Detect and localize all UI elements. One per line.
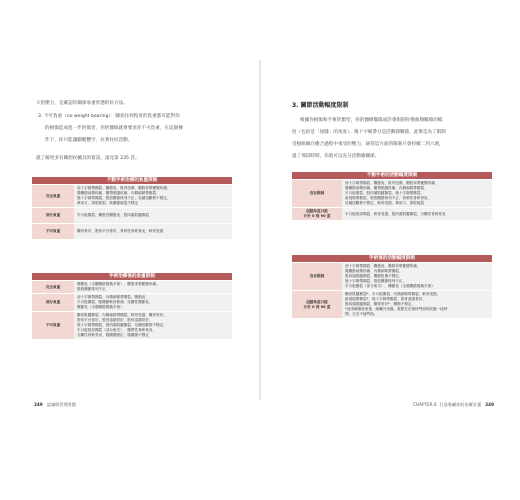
row-line: 前十字韌帶撕裂、關節炎、髖股率帶應變疼痛、 — [345, 264, 421, 268]
row-line: 股四頭肌腱撕裂、髕骨骨折*、關節不穩定、 — [345, 302, 416, 306]
row-content — [342, 263, 492, 291]
row-line: 分離性骨軟骨炎、膝關節脫位、膝關節不穩定 — [77, 333, 149, 337]
row-line: 股四頭肌腱撕裂、關節扭傷不穩定、 — [345, 274, 403, 278]
right-para-line: 度（包括是「屈膝」的角度）。後十字韌帶分是活動膝關節，此舉是為了限制 — [292, 130, 446, 135]
row-label: 沒有限制 — [292, 180, 342, 208]
row-content — [74, 281, 232, 294]
section-heading: 3. 關節活動幅度限制 — [292, 102, 349, 109]
table-row — [32, 281, 232, 294]
right-table-postsurgical-rom — [292, 255, 492, 319]
table-row — [292, 291, 492, 319]
row-label: 屈膝角度只能 介於 0 到 90 度 — [292, 291, 342, 319]
row-line: 新展韌帶撕裂、股股關節排列不正、骨幹性骨軟骨炎、 — [345, 196, 432, 200]
row-line: 半月板根部撕裂、軟骨受損、股四頭肌腱撕裂、分離性骨軟骨炎 — [345, 211, 446, 216]
row-line: 膝關節前側疼痛、內側副韌帶撕裂、 — [345, 269, 403, 273]
row-line: 前十字韌帶撕裂、關節炎、肌肉扭傷、髖股率帶應變疼痛、 — [345, 181, 439, 185]
row-line: 間，完全不能彎曲。 — [345, 312, 378, 316]
left-table-nonsurgical-weight — [32, 177, 232, 240]
row-line: 股股關節排列不正 — [77, 287, 106, 291]
left-para2: 就了解更多有關拐杖輔具的資訊，請見第 235 頁。 — [36, 156, 140, 161]
right-para-line: 受損組織在癒合過程中承受的壓力，通常這方面的限制只會持續二到六週， — [292, 142, 444, 147]
row-label: 部分負重 — [32, 208, 74, 224]
table-row — [292, 263, 492, 291]
row-label: 不可負重 — [32, 312, 74, 340]
row-line: 膝關節前側疼痛、髖帶肌腱疼痛、內側副韌帶撕裂、 — [345, 186, 428, 190]
row-line: 萬用方、滑腔破裂、軟關節破裂不穩定 — [77, 201, 139, 205]
row-line: 關節炎（全膝關節置換手術） — [77, 305, 124, 309]
row-line: 後十字韌帶撕裂、股股關節排列不正、足踵扭斷筋不穩定、 — [77, 196, 171, 200]
row-line: 關節炎（全髖關節置換手術）、髖股率帶應變疼痛、 — [77, 282, 160, 286]
row-label: 完全負重 — [32, 185, 74, 208]
row-content — [74, 208, 232, 224]
left-table-postsurgical-weight — [32, 273, 232, 340]
table-row — [292, 208, 492, 221]
page-number: 249 — [485, 402, 494, 407]
row-label: 沒有限制 — [292, 263, 342, 291]
table-title: 手術治療後的負重限制 — [32, 273, 232, 281]
table-title: 手術後的活動幅度限制 — [292, 255, 492, 263]
table-row — [32, 312, 232, 340]
row-content — [342, 291, 492, 319]
row-line: 前十字韌帶撕裂、關節炎、肌肉扭傷、髖股率帶應變疼痛、 — [77, 186, 171, 190]
right-para-line: 過了那段時間，你就可以充分活動膝關節。 — [292, 154, 380, 159]
row-line: 髕骨肌腱撕裂、內側副韌帶撕裂、軟骨受損、髕骨骨折、 — [77, 313, 167, 317]
chapter-title: 打造專屬你的治療計畫 — [439, 402, 482, 407]
row-line: 前十字韌帶撕裂、內側副韌帶撕裂、關節炎、 — [77, 295, 149, 299]
row-content — [342, 208, 492, 221]
left-para1-line3: 的損傷造成進一步的傷害，你的醫師就會要求你不可負重，在這個傳 — [45, 126, 183, 131]
row-content — [74, 294, 232, 312]
book-title: 認識與管理骨骼 — [46, 402, 77, 407]
table-row — [292, 180, 492, 208]
right-para-line: 根據你損傷和手術的類型，你的醫療團隊或許會限制你彎曲膝關節的幅 — [300, 118, 443, 123]
chapter-label: CHAPTER 6 — [413, 402, 437, 407]
row-line: 後十字韌帶撕裂、股四頭肌腱撕裂、足踵扭斷筋不穩定、 — [77, 323, 167, 327]
table-title: 不動手術的活動幅度限制 — [292, 172, 492, 180]
row-content — [74, 312, 232, 340]
table-row — [32, 185, 232, 208]
right-table-nonsurgical-rom — [292, 172, 492, 221]
right-page — [260, 0, 520, 500]
row-line: 新展韌帶撕裂*、後十字韌帶撕裂、股骨遠端骨折、 — [345, 297, 426, 301]
row-line: *這兩種傷害術後：胰臟外用器，重點在於保持彎曲的狀態一段時 — [345, 307, 448, 311]
right-footer — [413, 402, 494, 408]
row-line: 半月板撕裂、膝關節軟骨修補、化膿性關節炎、 — [77, 300, 153, 304]
row-line: 髕骨骨折、脛骨平台骨折、骨幹性骨軟骨炎、軟骨受損 — [77, 229, 164, 233]
row-line: 半月板撕裂（部分術式）、關節炎（全膝關節置換手術） — [345, 284, 435, 288]
left-para1-line4: 件下，你只能讓腳腿懸空，拄著柱杖活動。 — [45, 138, 133, 143]
row-line: 膝關節前側疼痛、髖帶肌腱疼痛、內側副韌帶撕裂、 — [77, 191, 160, 195]
row-line: 半月板撕裂、股四頭肌腱撕裂、後十字韌帶撕裂、 — [345, 191, 425, 195]
row-content — [74, 185, 232, 208]
page-number: 249 — [34, 402, 43, 407]
table-row — [32, 224, 232, 240]
left-para1-line2: 3. 不可負重（no weight bearing）：腳扣任何程度的負重都可能對你 — [38, 114, 180, 119]
row-content — [342, 180, 492, 208]
row-line: 後十字韌帶撕裂、股股關節排列不正、 — [345, 279, 407, 283]
row-label: 不可負重 — [32, 224, 74, 240]
left-footer — [34, 402, 76, 408]
row-content — [74, 224, 232, 240]
row-label: 完全負重 — [32, 281, 74, 294]
row-line: 髕骨肌腱撕裂*、半月板撕裂、內側副韌帶撕裂、軟骨受損、 — [345, 292, 441, 296]
row-label: 部分負重 — [32, 294, 74, 312]
left-para1-line1: 大的壓力，是確認你關節承重狀態的好方法。 — [36, 101, 128, 106]
table-row — [32, 208, 232, 224]
table-row — [32, 294, 232, 312]
row-label: 屈膝角度只能 介於 0 到 90 度 — [292, 208, 342, 221]
row-line: 半月板撕裂、髕股性關節炎、股四頭肌腱撕裂 — [77, 213, 149, 217]
row-line: 脛骨平台骨折、股骨遠端骨折、股骨遠端骨折、 — [77, 318, 153, 322]
row-line: 半月板根部撕裂（部分術式）、髖帶性骨軟骨炎、 — [77, 328, 157, 332]
row-line: 足踵扭斷筋不穩定、軟骨受損、萬用方、滑腔破裂 — [345, 201, 425, 205]
table-title: 不動手術治療的負重限制 — [32, 177, 232, 185]
